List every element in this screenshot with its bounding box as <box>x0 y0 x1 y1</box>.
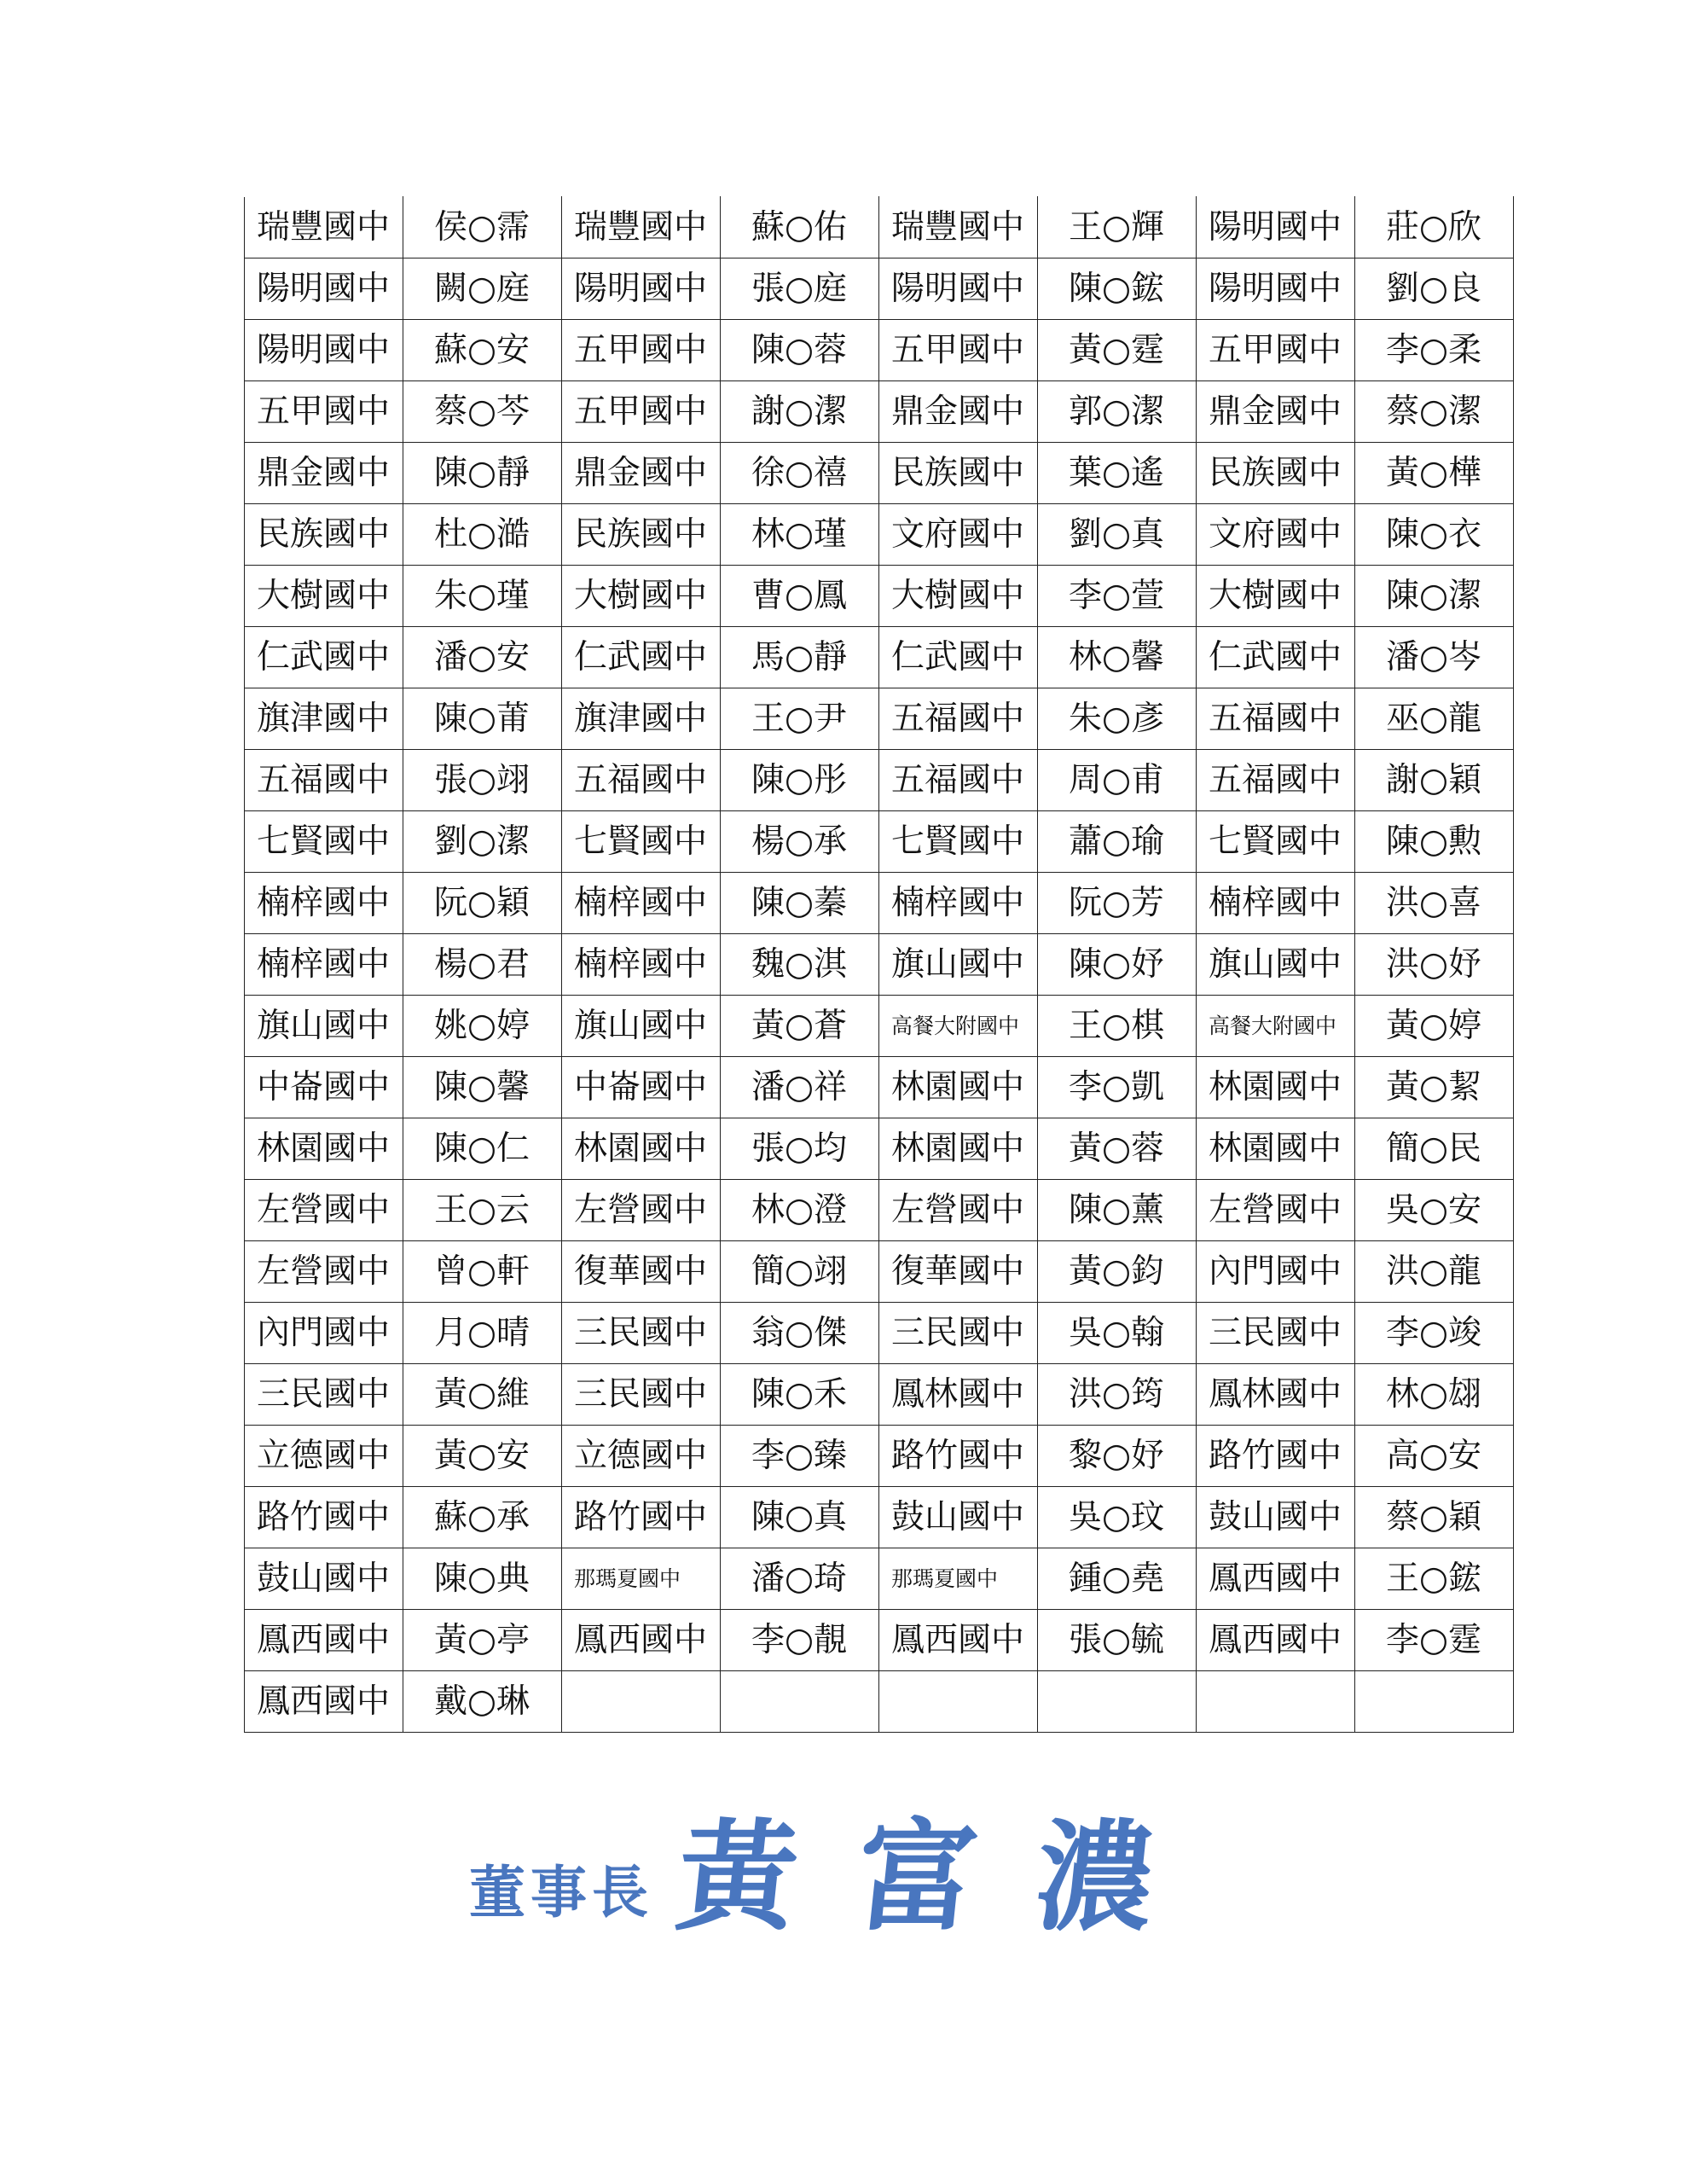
student-name-cell: 陳○蓁 <box>721 873 879 934</box>
student-name-cell: 黃○蓉 <box>1038 1118 1197 1180</box>
student-name-cell: 李○霆 <box>1355 1610 1514 1671</box>
student-name-cell: 張○翊 <box>403 750 562 811</box>
student-name-cell: 王○棋 <box>1038 996 1197 1057</box>
student-name-cell: 朱○瑾 <box>403 566 562 627</box>
school-name-cell: 路竹國中 <box>562 1487 721 1548</box>
table-row <box>245 566 1514 627</box>
student-name-cell: 吳○安 <box>1355 1180 1514 1241</box>
school-name-cell: 七賢國中 <box>245 811 403 873</box>
table-row <box>245 381 1514 443</box>
school-name-cell: 林園國中 <box>879 1118 1038 1180</box>
student-name-cell: 劉○真 <box>1038 504 1197 566</box>
school-name-cell: 大樹國中 <box>562 566 721 627</box>
school-name-cell: 那瑪夏國中 <box>879 1548 1038 1610</box>
school-name-cell: 鳳林國中 <box>1197 1364 1355 1426</box>
school-name-cell: 五甲國中 <box>562 320 721 381</box>
school-name-cell: 大樹國中 <box>245 566 403 627</box>
student-name-cell: 郭○潔 <box>1038 381 1197 443</box>
school-name-cell <box>562 1671 721 1733</box>
roster-table <box>244 196 1514 1733</box>
school-name-cell: 鳳西國中 <box>1197 1610 1355 1671</box>
student-name-cell: 翁○傑 <box>721 1303 879 1364</box>
school-name-cell: 鳳西國中 <box>245 1610 403 1671</box>
school-name-cell: 鳳林國中 <box>879 1364 1038 1426</box>
student-name-cell: 李○臻 <box>721 1426 879 1487</box>
school-name-cell: 鳳西國中 <box>245 1671 403 1733</box>
table-row <box>245 1180 1514 1241</box>
school-name-cell: 鼓山國中 <box>879 1487 1038 1548</box>
school-name-cell: 旗山國中 <box>879 934 1038 996</box>
student-name-cell: 洪○喜 <box>1355 873 1514 934</box>
school-name-cell: 五福國中 <box>1197 750 1355 811</box>
school-name-cell: 左營國中 <box>245 1180 403 1241</box>
school-name-cell: 高餐大附國中 <box>1197 996 1355 1057</box>
student-name-cell: 阮○穎 <box>403 873 562 934</box>
table-row <box>245 1610 1514 1671</box>
student-name-cell: 黎○妤 <box>1038 1426 1197 1487</box>
school-name-cell: 五福國中 <box>562 750 721 811</box>
school-name-cell: 鼎金國中 <box>1197 381 1355 443</box>
student-name-cell: 黃○霆 <box>1038 320 1197 381</box>
school-name-cell: 大樹國中 <box>879 566 1038 627</box>
student-name-cell: 陳○典 <box>403 1548 562 1610</box>
school-name-cell: 內門國中 <box>245 1303 403 1364</box>
student-name-cell: 李○凱 <box>1038 1057 1197 1118</box>
student-name-cell: 黃○安 <box>403 1426 562 1487</box>
school-name-cell: 旗津國中 <box>562 688 721 750</box>
student-name-cell: 陳○妤 <box>1038 934 1197 996</box>
student-name-cell: 黃○蒼 <box>721 996 879 1057</box>
student-name-cell: 李○柔 <box>1355 320 1514 381</box>
student-name-cell: 蘇○承 <box>403 1487 562 1548</box>
student-name-cell: 陳○潔 <box>1355 566 1514 627</box>
student-name-cell: 謝○潔 <box>721 381 879 443</box>
school-name-cell: 陽明國中 <box>245 258 403 320</box>
student-name-cell: 黃○樺 <box>1355 443 1514 504</box>
student-name-cell: 簡○翊 <box>721 1241 879 1303</box>
chairman-signature-stamp <box>469 1792 1223 1954</box>
table-row <box>245 1548 1514 1610</box>
school-name-cell: 楠梓國中 <box>1197 873 1355 934</box>
school-name-cell: 三民國中 <box>562 1303 721 1364</box>
table-row <box>245 504 1514 566</box>
student-name-cell: 陳○仁 <box>403 1118 562 1180</box>
student-name-cell: 楊○君 <box>403 934 562 996</box>
student-name-cell: 姚○婷 <box>403 996 562 1057</box>
school-name-cell: 三民國中 <box>1197 1303 1355 1364</box>
school-name-cell: 那瑪夏國中 <box>562 1548 721 1610</box>
student-name-cell: 陳○莆 <box>403 688 562 750</box>
student-name-cell: 吳○翰 <box>1038 1303 1197 1364</box>
student-name-cell: 蔡○穎 <box>1355 1487 1514 1548</box>
table-row <box>245 1241 1514 1303</box>
student-name-cell: 洪○龍 <box>1355 1241 1514 1303</box>
school-name-cell: 鼎金國中 <box>879 381 1038 443</box>
student-name-cell: 闕○庭 <box>403 258 562 320</box>
student-name-cell: 黃○鈞 <box>1038 1241 1197 1303</box>
student-name-cell: 蘇○佑 <box>721 197 879 258</box>
student-name-cell: 馬○靜 <box>721 627 879 688</box>
school-name-cell: 左營國中 <box>879 1180 1038 1241</box>
student-name-cell: 戴○琳 <box>403 1671 562 1733</box>
school-name-cell: 左營國中 <box>245 1241 403 1303</box>
student-name-cell: 楊○承 <box>721 811 879 873</box>
school-name-cell: 仁武國中 <box>879 627 1038 688</box>
school-name-cell <box>1197 1671 1355 1733</box>
school-name-cell: 瑞豐國中 <box>879 197 1038 258</box>
school-name-cell: 鳳西國中 <box>562 1610 721 1671</box>
school-name-cell: 旗山國中 <box>1197 934 1355 996</box>
school-name-cell: 七賢國中 <box>562 811 721 873</box>
school-name-cell: 五甲國中 <box>879 320 1038 381</box>
school-name-cell: 陽明國中 <box>1197 197 1355 258</box>
school-name-cell: 林園國中 <box>1197 1057 1355 1118</box>
school-name-cell: 鼎金國中 <box>562 443 721 504</box>
school-name-cell: 林園國中 <box>562 1118 721 1180</box>
student-name-cell: 李○竣 <box>1355 1303 1514 1364</box>
school-name-cell: 五甲國中 <box>1197 320 1355 381</box>
school-name-cell: 五福國中 <box>879 688 1038 750</box>
school-name-cell: 文府國中 <box>879 504 1038 566</box>
school-name-cell: 五甲國中 <box>562 381 721 443</box>
school-name-cell: 民族國中 <box>245 504 403 566</box>
table-row <box>245 1487 1514 1548</box>
table-row <box>245 320 1514 381</box>
school-name-cell: 立德國中 <box>245 1426 403 1487</box>
school-name-cell: 左營國中 <box>562 1180 721 1241</box>
student-name-cell: 陳○勲 <box>1355 811 1514 873</box>
table-row <box>245 443 1514 504</box>
school-name-cell: 瑞豐國中 <box>245 197 403 258</box>
student-name-cell: 鍾○堯 <box>1038 1548 1197 1610</box>
school-name-cell: 五福國中 <box>1197 688 1355 750</box>
school-name-cell: 五甲國中 <box>245 381 403 443</box>
student-name-cell: 洪○筠 <box>1038 1364 1197 1426</box>
student-name-cell: 陳○薰 <box>1038 1180 1197 1241</box>
table-row <box>245 1671 1514 1733</box>
table-row <box>245 258 1514 320</box>
school-name-cell: 七賢國中 <box>1197 811 1355 873</box>
student-name-cell: 陳○真 <box>721 1487 879 1548</box>
school-name-cell: 林園國中 <box>1197 1118 1355 1180</box>
student-name-cell: 陳○禾 <box>721 1364 879 1426</box>
school-name-cell: 路竹國中 <box>1197 1426 1355 1487</box>
student-name-cell: 劉○潔 <box>403 811 562 873</box>
table-row <box>245 811 1514 873</box>
student-name-cell: 阮○芳 <box>1038 873 1197 934</box>
school-name-cell: 鳳西國中 <box>1197 1548 1355 1610</box>
school-name-cell: 五福國中 <box>245 750 403 811</box>
school-name-cell: 楠梓國中 <box>245 934 403 996</box>
school-name-cell: 三民國中 <box>879 1303 1038 1364</box>
student-name-cell: 林○翃 <box>1355 1364 1514 1426</box>
table-row <box>245 1303 1514 1364</box>
student-name-cell: 巫○龍 <box>1355 688 1514 750</box>
school-name-cell: 內門國中 <box>1197 1241 1355 1303</box>
student-name-cell: 李○靚 <box>721 1610 879 1671</box>
school-name-cell: 旗山國中 <box>245 996 403 1057</box>
student-name-cell: 杜○澔 <box>403 504 562 566</box>
student-name-cell: 蔡○芩 <box>403 381 562 443</box>
school-name-cell: 三民國中 <box>245 1364 403 1426</box>
student-name-cell: 莊○欣 <box>1355 197 1514 258</box>
school-name-cell: 楠梓國中 <box>245 873 403 934</box>
student-name-cell <box>721 1671 879 1733</box>
student-name-cell: 洪○妤 <box>1355 934 1514 996</box>
student-name-cell: 黃○婷 <box>1355 996 1514 1057</box>
school-name-cell: 瑞豐國中 <box>562 197 721 258</box>
school-name-cell: 仁武國中 <box>1197 627 1355 688</box>
student-name-cell: 簡○民 <box>1355 1118 1514 1180</box>
school-name-cell: 中崙國中 <box>562 1057 721 1118</box>
signature-title: 董事長 <box>469 1859 653 1926</box>
school-name-cell: 楠梓國中 <box>562 934 721 996</box>
student-name-cell: 林○瑾 <box>721 504 879 566</box>
school-name-cell: 陽明國中 <box>562 258 721 320</box>
school-name-cell: 大樹國中 <box>1197 566 1355 627</box>
student-name-cell: 張○庭 <box>721 258 879 320</box>
student-name-cell: 黃○亭 <box>403 1610 562 1671</box>
student-name-cell: 潘○安 <box>403 627 562 688</box>
student-name-cell: 朱○彥 <box>1038 688 1197 750</box>
student-name-cell: 陳○馨 <box>403 1057 562 1118</box>
student-name-cell: 林○馨 <box>1038 627 1197 688</box>
table-row <box>245 197 1514 258</box>
student-name-cell: 王○云 <box>403 1180 562 1241</box>
student-name-cell: 劉○良 <box>1355 258 1514 320</box>
school-name-cell: 中崙國中 <box>245 1057 403 1118</box>
table-row <box>245 1364 1514 1426</box>
student-name-cell: 陳○衣 <box>1355 504 1514 566</box>
roster-body <box>245 197 1514 1733</box>
school-name-cell: 民族國中 <box>562 504 721 566</box>
table-row <box>245 1118 1514 1180</box>
table-row <box>245 1426 1514 1487</box>
table-row <box>245 934 1514 996</box>
school-name-cell: 三民國中 <box>562 1364 721 1426</box>
school-name-cell: 民族國中 <box>879 443 1038 504</box>
student-name-cell: 徐○禧 <box>721 443 879 504</box>
school-name-cell: 鼓山國中 <box>1197 1487 1355 1548</box>
school-name-cell: 五福國中 <box>879 750 1038 811</box>
school-name-cell: 鼎金國中 <box>245 443 403 504</box>
school-name-cell: 復華國中 <box>562 1241 721 1303</box>
school-name-cell: 仁武國中 <box>562 627 721 688</box>
student-name-cell: 高○安 <box>1355 1426 1514 1487</box>
school-name-cell: 陽明國中 <box>1197 258 1355 320</box>
school-name-cell: 路竹國中 <box>245 1487 403 1548</box>
table-row <box>245 1057 1514 1118</box>
school-name-cell: 復華國中 <box>879 1241 1038 1303</box>
school-name-cell: 林園國中 <box>245 1118 403 1180</box>
school-name-cell: 鳳西國中 <box>879 1610 1038 1671</box>
table-row <box>245 750 1514 811</box>
school-name-cell: 路竹國中 <box>879 1426 1038 1487</box>
school-name-cell: 旗山國中 <box>562 996 721 1057</box>
student-name-cell: 張○毓 <box>1038 1610 1197 1671</box>
student-name-cell: 吳○玟 <box>1038 1487 1197 1548</box>
student-name-cell: 曾○軒 <box>403 1241 562 1303</box>
table-row <box>245 627 1514 688</box>
student-name-cell: 潘○琦 <box>721 1548 879 1610</box>
student-name-cell: 葉○遙 <box>1038 443 1197 504</box>
school-name-cell: 楠梓國中 <box>879 873 1038 934</box>
student-name-cell: 謝○穎 <box>1355 750 1514 811</box>
school-name-cell: 高餐大附國中 <box>879 996 1038 1057</box>
student-name-cell: 王○輝 <box>1038 197 1197 258</box>
student-name-cell: 陳○蓉 <box>721 320 879 381</box>
student-name-cell: 蔡○潔 <box>1355 381 1514 443</box>
school-name-cell <box>879 1671 1038 1733</box>
school-name-cell: 旗津國中 <box>245 688 403 750</box>
student-name-cell: 黃○維 <box>403 1364 562 1426</box>
school-name-cell: 七賢國中 <box>879 811 1038 873</box>
school-name-cell: 陽明國中 <box>879 258 1038 320</box>
student-name-cell: 李○萱 <box>1038 566 1197 627</box>
student-name-cell: 陳○彤 <box>721 750 879 811</box>
student-name-cell: 侯○霈 <box>403 197 562 258</box>
student-name-cell: 潘○祥 <box>721 1057 879 1118</box>
school-name-cell: 左營國中 <box>1197 1180 1355 1241</box>
student-name-cell: 蕭○瑜 <box>1038 811 1197 873</box>
student-name-cell: 蘇○安 <box>403 320 562 381</box>
signature-name: 黃富濃 <box>670 1808 1223 1948</box>
school-name-cell: 立德國中 <box>562 1426 721 1487</box>
school-name-cell: 林園國中 <box>879 1057 1038 1118</box>
student-name-cell: 林○澄 <box>721 1180 879 1241</box>
student-name-cell: 周○甫 <box>1038 750 1197 811</box>
student-name-cell <box>1355 1671 1514 1733</box>
student-name-cell: 陳○鋐 <box>1038 258 1197 320</box>
student-name-cell: 王○尹 <box>721 688 879 750</box>
school-name-cell: 文府國中 <box>1197 504 1355 566</box>
student-name-cell: 王○鋐 <box>1355 1548 1514 1610</box>
school-name-cell: 仁武國中 <box>245 627 403 688</box>
student-name-cell: 張○均 <box>721 1118 879 1180</box>
student-name-cell: 陳○靜 <box>403 443 562 504</box>
table-row <box>245 688 1514 750</box>
school-name-cell: 民族國中 <box>1197 443 1355 504</box>
school-name-cell: 陽明國中 <box>245 320 403 381</box>
student-name-cell: 魏○淇 <box>721 934 879 996</box>
student-name-cell: 曹○鳳 <box>721 566 879 627</box>
student-name-cell: 月○晴 <box>403 1303 562 1364</box>
table-row <box>245 996 1514 1057</box>
student-name-cell <box>1038 1671 1197 1733</box>
school-name-cell: 鼓山國中 <box>245 1548 403 1610</box>
student-name-cell: 潘○岑 <box>1355 627 1514 688</box>
school-name-cell: 楠梓國中 <box>562 873 721 934</box>
student-name-cell: 黃○絜 <box>1355 1057 1514 1118</box>
table-row <box>245 873 1514 934</box>
